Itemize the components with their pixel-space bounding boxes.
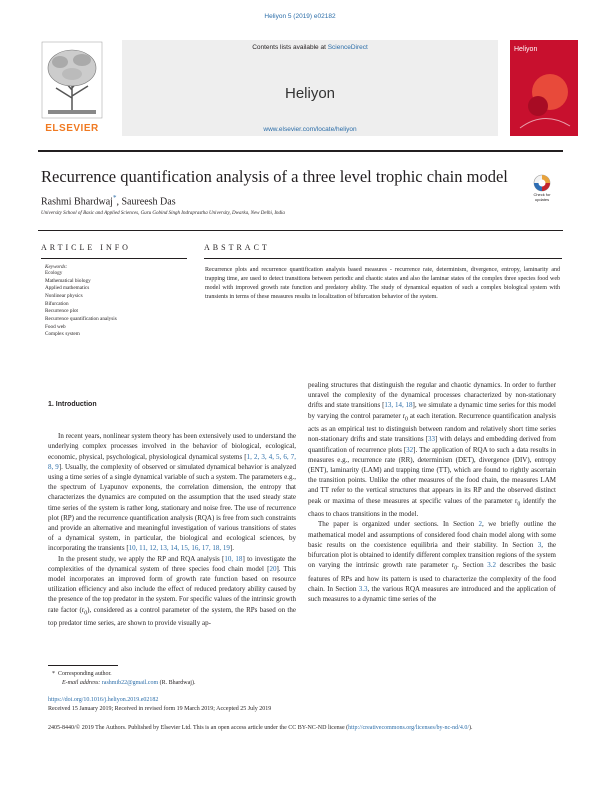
email-suffix: (R. Bhardwaj).: [158, 680, 196, 686]
keyword: Recurrence quantification analysis: [45, 315, 117, 322]
citation-link[interactable]: 13, 14, 18: [384, 401, 413, 410]
keyword: Recurrence plot: [45, 308, 78, 315]
keyword: Ecology: [45, 270, 63, 276]
paragraph-text: ), considered as a control parameter of the system, the RPs based on the top predator time series, are shown to provide visually ap-: [48, 605, 296, 628]
contents-prefix: Contents lists available at: [252, 44, 328, 51]
paragraph-text: , we briefly outline the mathematical model and assumptions of considered food chain model along with some basic results on the coexistence equilibria and their stability. In Section: [308, 520, 556, 549]
paragraph-text: pealing structures that distinguish the regular and chaotic dynamics. In order to further unravel the complexity of the dynamical processes characterized by non-stationary drifts and state transitions [: [308, 381, 556, 410]
cover-art-icon: [510, 40, 578, 136]
paragraph-text: , the various RQA measures are introduced and the application of such measures to a dynamic time series of the: [308, 585, 556, 604]
keyword: Applied mathematics: [45, 285, 90, 292]
article-info-heading: ARTICLE INFO: [41, 243, 131, 252]
journal-cover[interactable]: [510, 40, 578, 136]
citation-link[interactable]: 20: [269, 564, 277, 573]
section-link[interactable]: 2: [478, 520, 482, 529]
body-column-right: [308, 380, 556, 604]
citation-link[interactable]: 32: [406, 445, 414, 454]
paragraph-text: , the bifurcation plot is obtained to identify different complex transition regions of the system on varying the intrinsic growth rate parameter r: [308, 540, 556, 570]
elsevier-tree-icon: [38, 40, 106, 122]
cover-title: Heliyon: [514, 46, 538, 53]
journal-name: Heliyon: [284, 85, 336, 102]
sciencedirect-link[interactable]: ScienceDirect: [327, 44, 368, 51]
keywords-list: [45, 270, 117, 339]
email-label: E-mail address:: [62, 680, 102, 686]
subscript: 0: [454, 565, 458, 572]
footnote-label: Corresponding author.: [58, 671, 112, 677]
paragraph-text: identify the chaos to chaos transitions in the model.: [308, 496, 556, 519]
corresponding-author-note: [52, 670, 195, 679]
elsevier-logo[interactable]: [38, 40, 106, 136]
abstract-rule: [204, 258, 562, 259]
license-link[interactable]: http://creativecommons.org/licenses/by-nc-nd/4.0/: [348, 725, 469, 731]
paragraph-text: . Section: [457, 561, 488, 570]
author-affiliation: University School of Basic and Applied Sciences, Guru Gobind Singh Indraprastha University, Dwarka, New Delhi, India: [41, 211, 285, 216]
paragraph-text: ] to investigate the complexities of the dynamical system of three species food chain model [: [48, 554, 297, 573]
masthead: [122, 40, 498, 136]
section-link[interactable]: 3.2: [487, 561, 496, 570]
license-text: 2405-8440/© 2019 The Authors. Published by Elsevier Ltd. This is an open access article under the CC BY-NC-ND license (: [48, 725, 349, 731]
intro-paragraph-1: [48, 431, 296, 553]
abstract-text: Recurrence plots and recurrence quantification analysis based measures - recurrence rate, determinism, divergence, entropy, laminarity and trapping time, are used to detect transitions between periodic and chaotic states and also the laminar states of the complex three species food web model with improved growth rate function and predatory ability. The study of dynamical equation of such a complex biological system with transients in terms of these measures results in localization of bifurcation behavior of the system.: [205, 267, 560, 300]
footer-dates: [48, 696, 562, 714]
journal-reference[interactable]: Heliyon 5 (2019) e02182: [264, 13, 336, 20]
paragraph-text: ]. Usually, the complexity of observed or simulated dynamical behavior is analyzed using a time series of a single dynamical variable of such a system. The parameters e.g., the spectrum of Lyapunov exponents, the correlation dimension, the entropy that characterizes the dynamics are computed on the assumption that the used steady state time series of the system is rather long, stationary and noise free. The use of recurrence plot (RP) and the recurrence quantification analysis (RQA) is free from such constraints and provide an alternative and meaningful investigation of various transitions of states of a dynamical system, in particular, the biological and ecological sciences, by incorporating the transients [: [48, 462, 296, 553]
paragraph-text: In recent years, nonlinear system theory has been extensively used to understand the underlying complex processes involved in the behavior of biological, ecological, economic, physical, psychological, physiological dynamical systems [: [48, 432, 296, 461]
paper-title: Recurrence quantification analysis of a three level trophic chain model: [41, 167, 508, 186]
citation-link[interactable]: 10, 18: [224, 554, 243, 563]
intro-paragraph-4: [308, 519, 556, 604]
doi-link[interactable]: https://doi.org/10.1016/j.heliyon.2019.e02182: [48, 697, 159, 703]
check-for-updates-badge[interactable]: [530, 174, 554, 202]
footnote-mark: *: [52, 671, 55, 677]
keyword: Food web: [45, 323, 66, 330]
author-list: Rashmi Bhardwaj*, Saureesh Das: [41, 194, 176, 208]
paragraph-text: at each iteration. Recurrence quantification analysis acts as an empirical test to distinguish between random and relatively short time series non-stationary drifts and state transitions [: [308, 411, 556, 444]
author-name[interactable]: Saureesh Das: [121, 196, 176, 208]
paragraph-text: ], we simulate a dynamic time series for this model by varying the control parameter r: [308, 401, 556, 420]
footnote-rule: [48, 665, 118, 666]
email-link[interactable]: rashmib22@gmail.com: [101, 680, 159, 686]
keyword: Nonlinear physics: [45, 292, 83, 299]
paragraph-text: The paper is organized under sections. In Section: [318, 520, 479, 529]
author-name[interactable]: Rashmi Bhardwaj: [41, 196, 113, 208]
paragraph-text: describes the basic features of RPs and how its pattern is used to characterize the complexity of the food chain. In Section: [308, 561, 556, 594]
journal-homepage-link[interactable]: www.elsevier.com/locate/heliyon: [263, 126, 357, 133]
subscript: 0: [84, 610, 88, 617]
header-rule: [38, 150, 563, 152]
paragraph-text: ]. This model incorporates an improved form of growth rate function based on resource utilization efficiency and also include the effect of reduced predatory ability caused by the presence of the top predator in the system. For specific values of the intrinsic growth rate factor (r: [48, 564, 297, 614]
keywords-title: Keywords:: [45, 264, 68, 270]
journal-header: [38, 40, 578, 148]
paragraph-text: In the present study, we apply the RP and RQA analysis [: [58, 554, 225, 563]
section-link[interactable]: 3: [537, 540, 542, 549]
subscript: 0: [404, 416, 408, 422]
intro-paragraph-2: [48, 554, 296, 629]
abstract-heading: ABSTRACT: [204, 243, 270, 252]
check-for-updates-label: Check for updates: [533, 192, 551, 202]
keyword: Complex system: [45, 331, 80, 338]
keyword: Bifurcation: [45, 300, 69, 307]
contents-available-line: [122, 44, 498, 51]
paragraph-text: ]. The application of RQA to such a data results in measures e.g., recurrence rate (RR), determinism (DET), divergence (DIV), entropy (ENT), laminarity (LAM) and trapping time (TT), which are found to rightly ascertain the transition points. Unlike the other measures of the food chain, the measures LAM and TT refer to the vertical structures that appears in its RP and the observed distinct peak or maxima of these measures at specific values of the parameter r: [308, 445, 556, 505]
license-text-end: ).: [469, 725, 473, 731]
subscript: 0: [517, 501, 521, 508]
keyword: Mathematical biology: [45, 277, 91, 284]
paragraph-text: ] with delays and embedding derived from quantification of recurrence plots [: [308, 435, 556, 454]
title-rule: [38, 230, 563, 231]
article-info-rule: [41, 258, 187, 259]
received-dates: Received 15 January 2019; Received in revised form 19 March 2019; Accepted 25 July 2019: [48, 706, 272, 712]
paragraph-text: ].: [229, 544, 235, 553]
elsevier-wordmark: ELSEVIER: [45, 123, 99, 134]
citation-link[interactable]: 33: [428, 435, 436, 444]
citation-link[interactable]: 1, 2, 3, 4, 5, 6, 7, 8, 9: [48, 452, 297, 471]
footnote: [52, 670, 195, 688]
intro-paragraph-3: [308, 380, 556, 519]
citation-link[interactable]: 10, 11, 12, 13, 14, 15, 16, 17, 18, 19: [128, 544, 230, 553]
license-statement: [48, 724, 562, 733]
section-heading: 1. Introduction: [48, 401, 97, 408]
email-line: [52, 679, 195, 688]
body-column-left: [48, 400, 296, 628]
section-link[interactable]: 3.3: [358, 585, 368, 594]
corresponding-author-mark[interactable]: *: [112, 194, 117, 202]
check-for-updates-icon: [530, 174, 554, 192]
